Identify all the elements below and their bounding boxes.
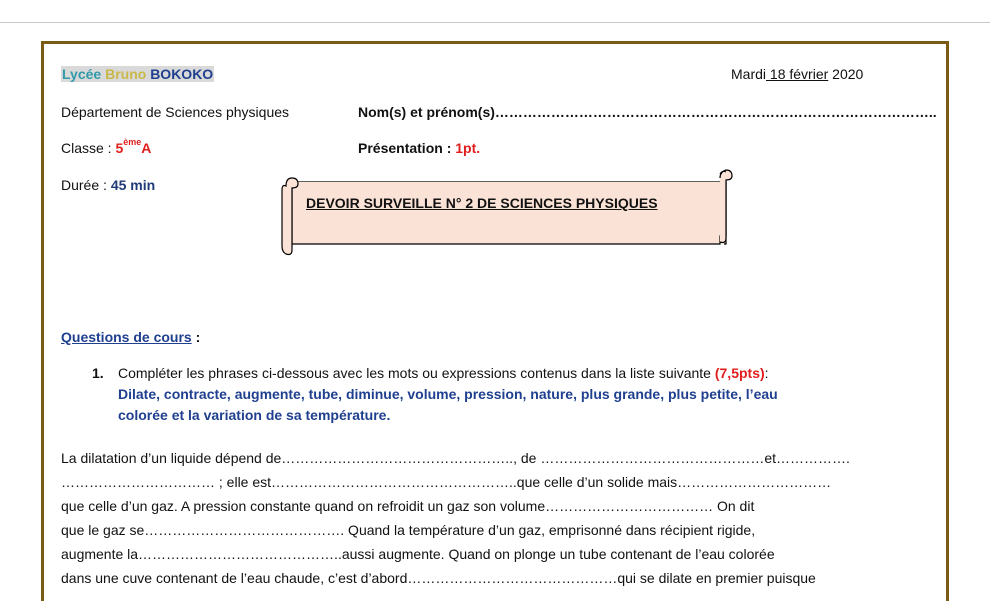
school-word-1: Lycée (62, 66, 102, 82)
exam-title: DEVOIR SURVEILLE N° 2 DE SCIENCES PHYSIQUES (306, 195, 658, 211)
presentation-info (358, 140, 480, 156)
duration-info (61, 177, 155, 193)
word-list-line-1: Dilate, contracte, augmente, tube, diminue, volume, pression, nature, plus grande, plus petite, l’eau (118, 386, 778, 402)
paragraph-line: que celle d’un gaz. A pression constante quand on refroidit un gaz son volume……………………………… On dit (61, 498, 755, 514)
class-value: 5èmeA (115, 137, 152, 156)
name-field-label: Nom(s) et prénom(s)………………………………………………………………………………….. (358, 104, 937, 120)
question-1-colon: : (764, 365, 769, 381)
paragraph-line: La dilatation d’un liquide dépend de………………………………………….., de …………………………………………et……………. (61, 450, 850, 466)
questions-heading-label: Questions de cours (61, 329, 192, 345)
question-1-text (118, 365, 769, 381)
school-word-3: BOKOKO (150, 66, 214, 82)
question-1-instruction: Compléter les phrases ci-dessous avec les mots ou expressions contenus dans la liste suivante (118, 365, 715, 381)
class-label: Classe : (61, 140, 116, 156)
word-list-line-2: colorée et la variation de sa température. (118, 407, 391, 423)
presentation-value: 1pt. (455, 140, 481, 156)
class-info (61, 137, 152, 156)
date-year: 2020 (828, 66, 864, 82)
date-prefix: Mardi (731, 66, 767, 82)
questions-heading (61, 329, 200, 345)
top-bar (0, 0, 990, 23)
exam-date (731, 66, 863, 82)
duration-value: 45 min (110, 177, 156, 193)
question-1-number: 1. (92, 365, 104, 381)
paragraph-line: …………………………… ; elle est……………………………………………..que celle d’un solide mais…………………………… (61, 474, 832, 490)
duration-label: Durée : (61, 177, 111, 193)
paragraph-line: que le gaz se……………………………………. Quand la température d’un gaz, emprisonné dans récipient rigide, (61, 522, 756, 538)
paragraph-line: augmente la……………………………………..aussi augmente. Quand on plonge un tube contenant de l’eau colorée (61, 546, 775, 562)
school-name (61, 66, 214, 82)
questions-heading-colon: : (191, 329, 201, 345)
school-word-2: Bruno (105, 66, 147, 82)
department: Département de Sciences physiques (61, 104, 290, 120)
title-scroll-banner (280, 166, 740, 256)
paragraph-line: dans une cuve contenant de l’eau chaude, c’est d’abord………………………………………qui se dilate en premier puisque (61, 570, 816, 586)
question-1-points: (7,5pts) (714, 365, 765, 381)
presentation-label: Présentation : (358, 140, 456, 156)
date-day: 18 février (766, 66, 829, 82)
document-frame (41, 41, 949, 601)
